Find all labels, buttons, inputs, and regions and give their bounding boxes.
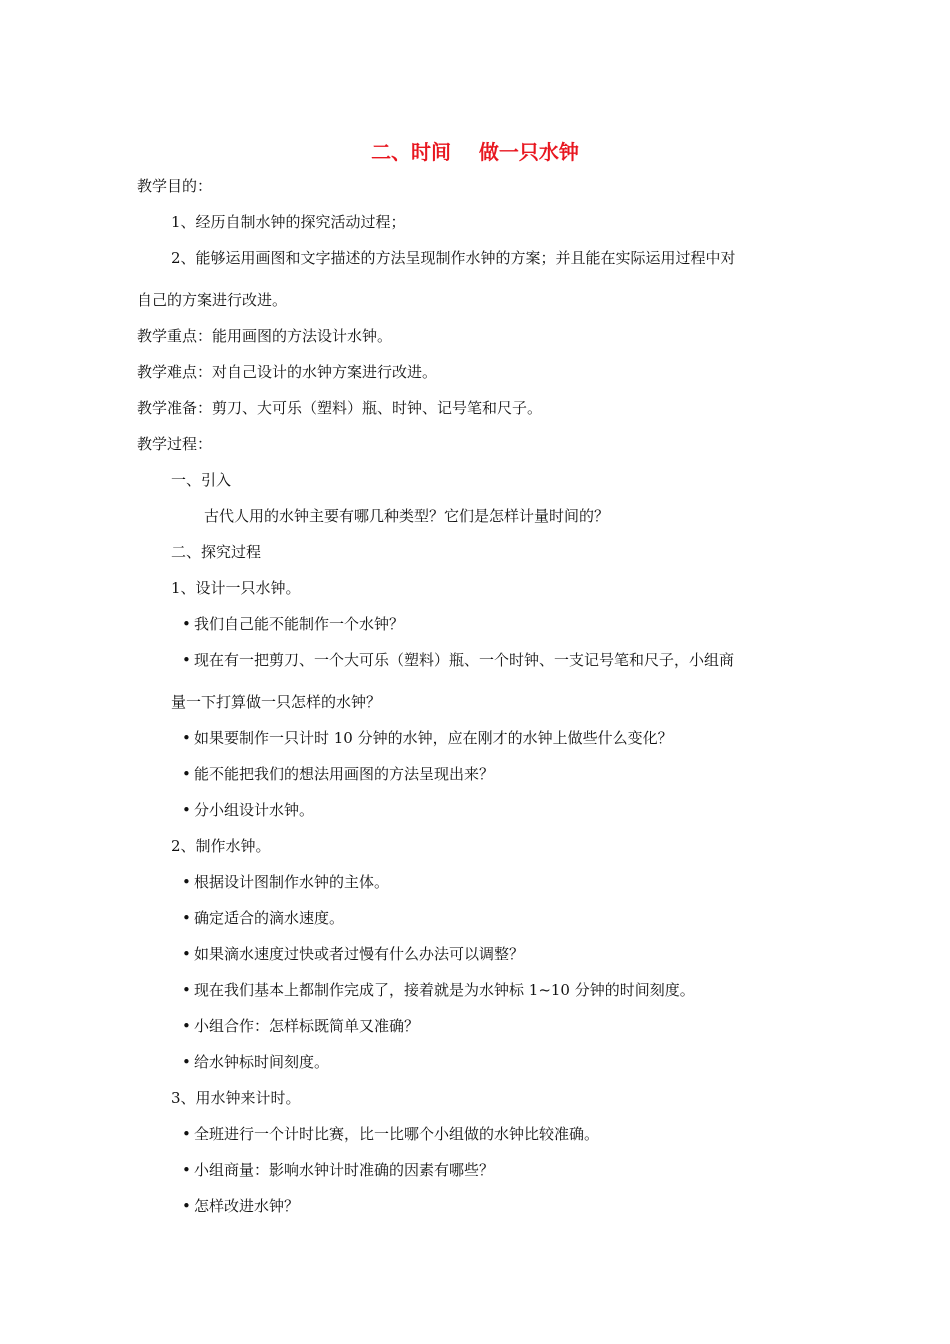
key-point: 教学重点：能用画图的方法设计水钟。 (137, 327, 393, 345)
list-item: • 现在有一把剪刀、一个大可乐（塑料）瓶、一个时钟、一支记号笔和尺子，小组商 (182, 650, 734, 670)
document-title: 二、时间 做一只水钟 (371, 140, 579, 164)
introduction-question: 古代人用的水钟主要有哪几种类型？它们是怎样计量时间的？ (204, 507, 610, 525)
difficult-point: 教学难点：对自己设计的水钟方案进行改进。 (137, 363, 438, 381)
objective-item-2-continued: 自己的方案进行改进。 (137, 291, 288, 309)
list-item: • 怎样改进水钟？ (182, 1196, 299, 1216)
section-heading-process: 教学过程： (137, 435, 213, 453)
step-make: 2、制作水钟。 (171, 837, 271, 855)
section-heading-objectives: 教学目的： (137, 177, 213, 195)
subsection-inquiry: 二、探究过程 (171, 543, 262, 561)
list-item: • 我们自己能不能制作一个水钟？ (182, 614, 404, 634)
list-item: • 能不能把我们的想法用画图的方法呈现出来？ (182, 764, 494, 784)
list-item: • 全班进行一个计时比赛，比一比哪个小组做的水钟比较准确。 (182, 1124, 599, 1144)
list-item: • 分小组设计水钟。 (182, 800, 314, 820)
list-item: • 如果要制作一只计时 10 分钟的水钟，应在刚才的水钟上做些什么变化？ (182, 728, 673, 748)
objective-item-2: 2、能够运用画图和文字描述的方法呈现制作水钟的方案；并且能在实际运用过程中对 (171, 249, 736, 267)
step-design: 1、设计一只水钟。 (171, 579, 301, 597)
list-item: • 确定适合的滴水速度。 (182, 908, 344, 928)
list-item: • 小组商量：影响水钟计时准确的因素有哪些？ (182, 1160, 494, 1180)
subsection-introduction: 一、引入 (171, 471, 232, 489)
list-item-continued: 量一下打算做一只怎样的水钟？ (171, 693, 382, 711)
step-timing: 3、用水钟来计时。 (171, 1089, 301, 1107)
list-item: • 小组合作：怎样标既简单又准确？ (182, 1016, 419, 1036)
teaching-materials: 教学准备：剪刀、大可乐（塑料）瓶、时钟、记号笔和尺子。 (137, 399, 543, 417)
list-item: • 现在我们基本上都制作完成了，接着就是为水钟标 1~10 分钟的时间刻度。 (182, 980, 695, 1000)
list-item: • 根据设计图制作水钟的主体。 (182, 872, 389, 892)
objective-item-1: 1、经历自制水钟的探究活动过程； (171, 213, 406, 231)
list-item: • 如果滴水速度过快或者过慢有什么办法可以调整？ (182, 944, 524, 964)
list-item: • 给水钟标时间刻度。 (182, 1052, 329, 1072)
